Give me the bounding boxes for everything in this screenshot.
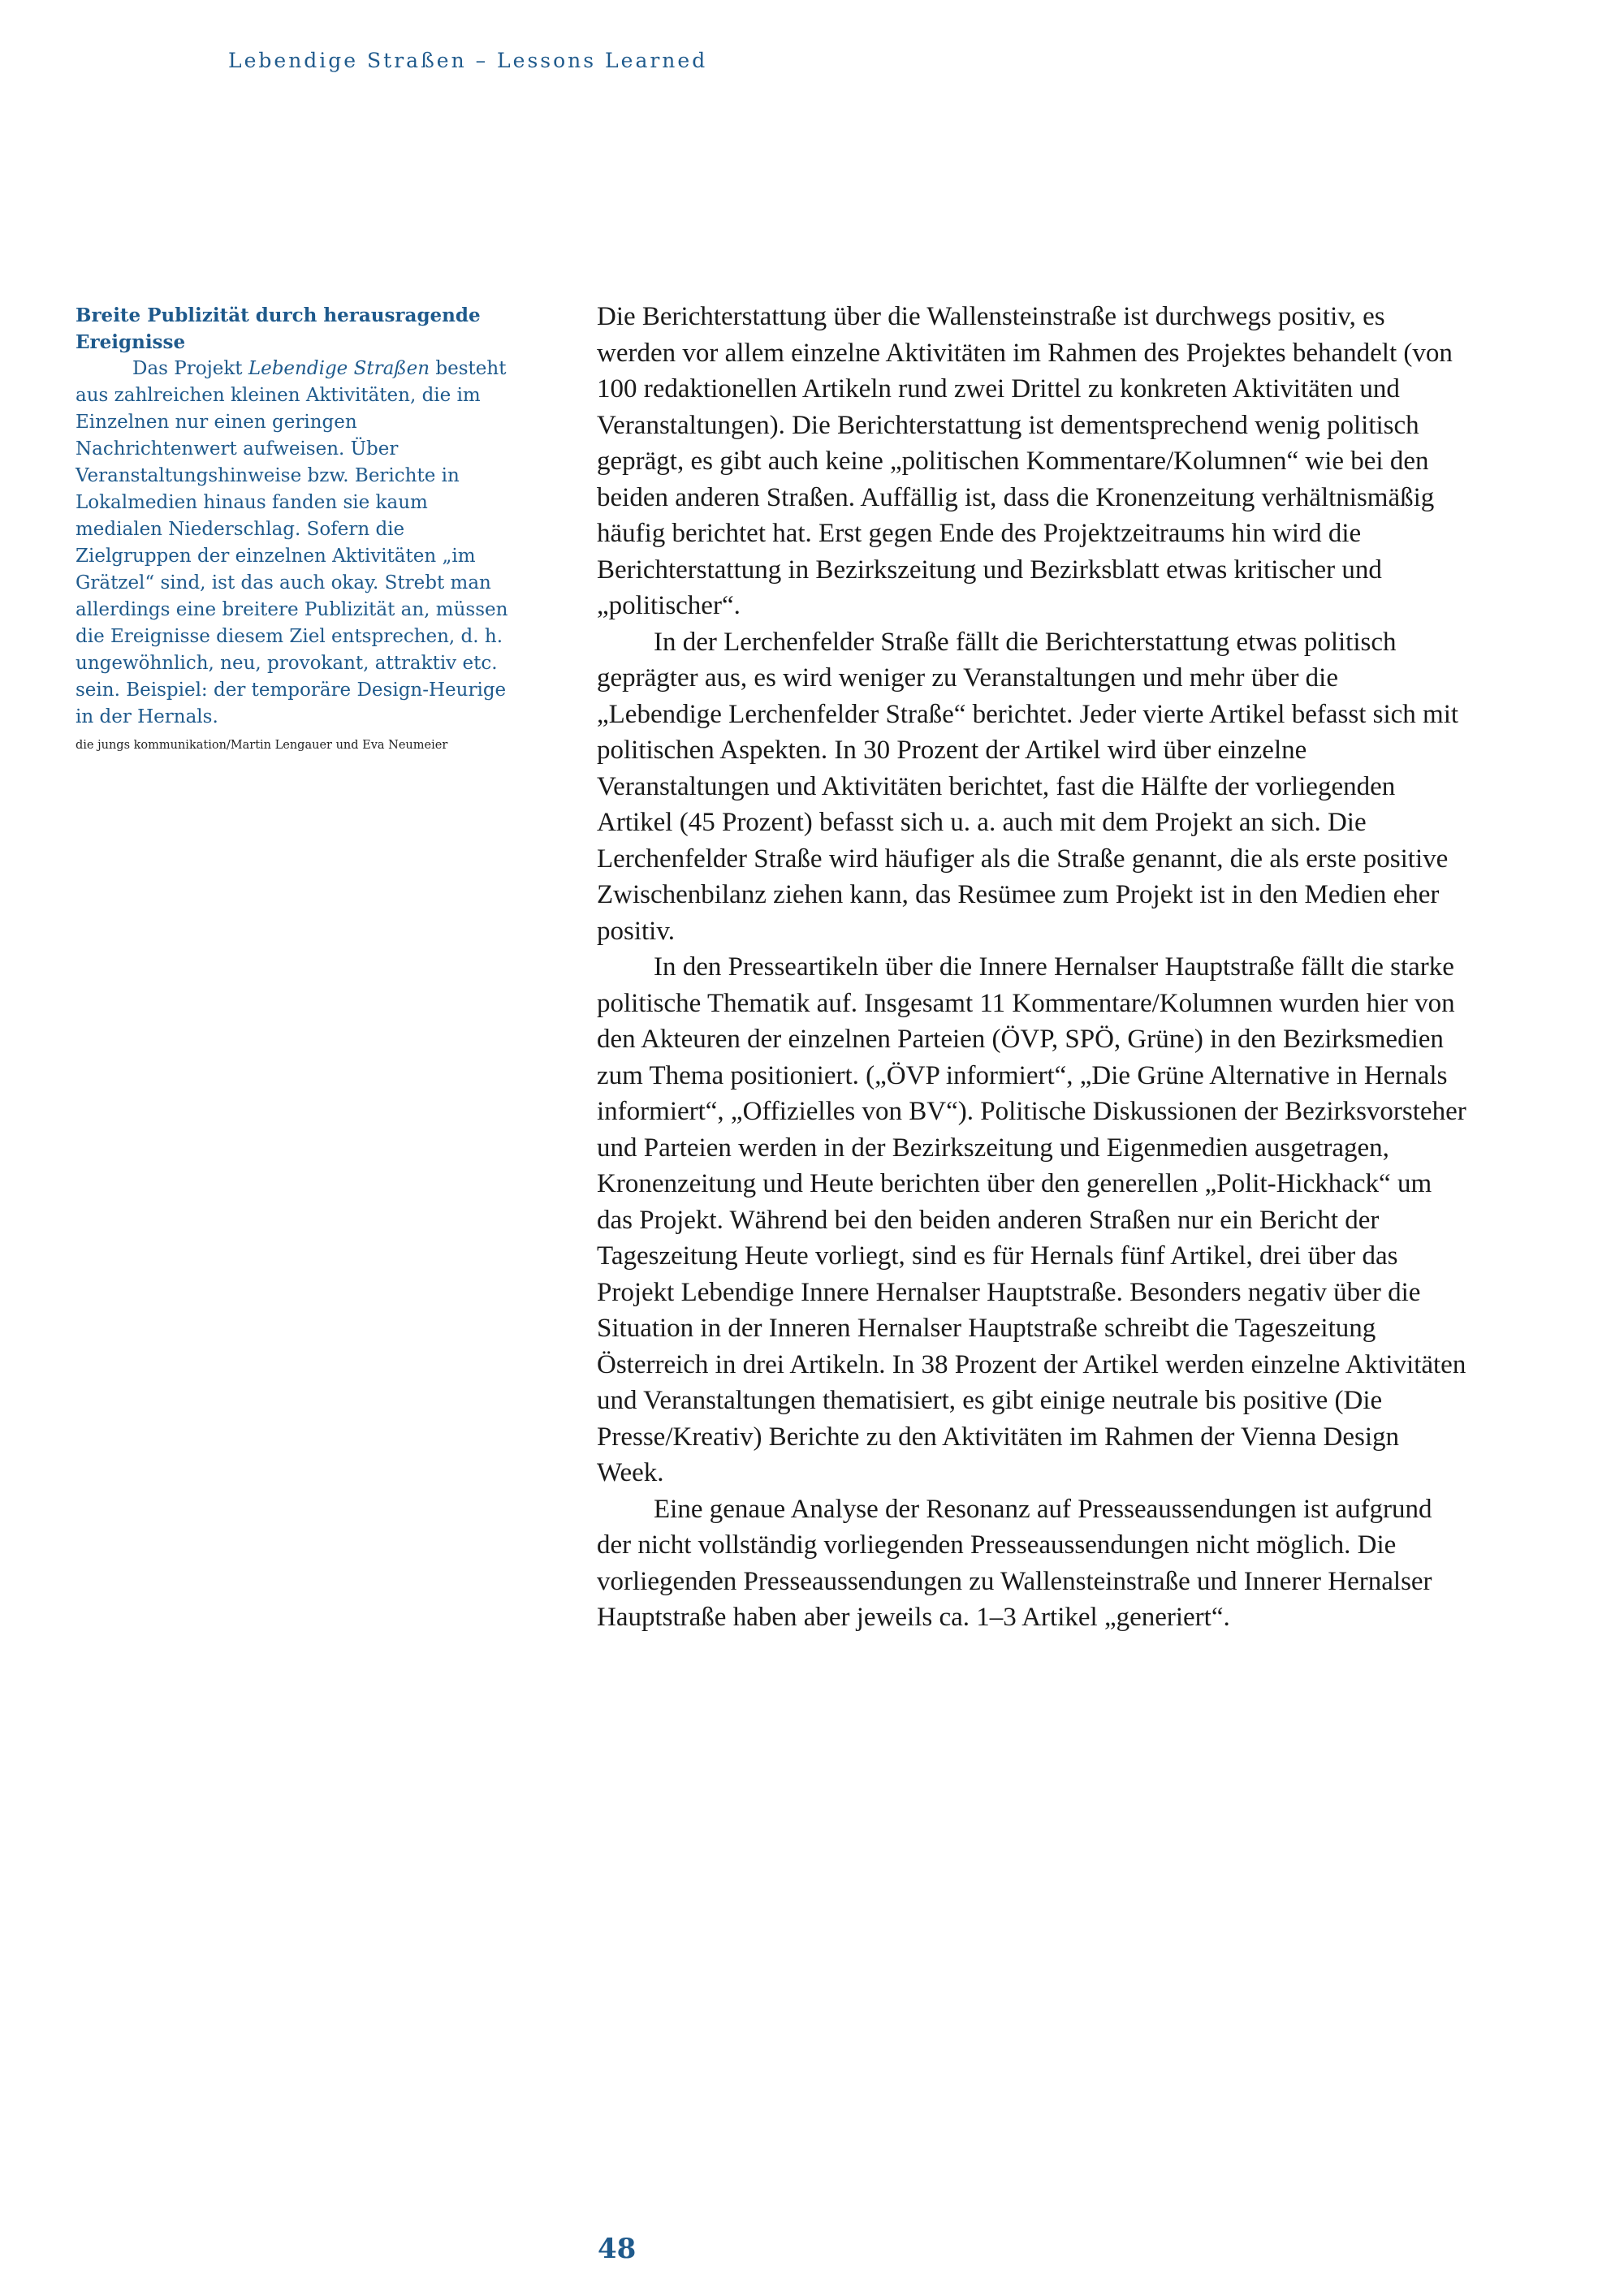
project-name-italic: Lebendige Straßen (248, 358, 430, 379)
sidebar-text-prefix: Das Projekt (132, 358, 248, 379)
page-number: 48 (598, 2233, 637, 2265)
running-header: Lebendige Straßen – Lessons Learned (228, 49, 708, 72)
sidebar-text-rest: besteht aus zahlreichen kleinen Aktivitäten, die im Einzelnen nur einen geringen Nachrichtenwert aufweisen. Über Veranstaltungshinweise bzw. Berichte in Lokalmedien hinaus fanden sie kaum medialen Niederschlag. Sofern die Zielgruppen der einzelnen Aktivitäten „im Grätzel“ sind, ist das auch okay. Strebt man allerdings eine breitere Publizität an, müssen die Ereignisse diesem Ziel entsprechen, d. h. ungewöhnlich, neu, provokant, attraktiv etc. sein. Beispiel: der temporäre Design-Heurige in der Hernals. (76, 358, 508, 727)
paragraph-lerchenfelder-strasse: In der Lerchenfelder Straße fällt die Berichterstattung etwas politisch geprägter aus, es wird weniger zu Veranstaltungen und mehr über die „Lebendige Lerchenfelder Straße“ berichtet. Jeder vierte Artikel befasst sich mit politischen Aspekten. In 30 Prozent der Artikel wird über einzelne Veranstaltungen und Aktivitäten berichtet, fast die Hälfte der vorliegenden Artikel (45 Prozent) befasst sich u. a. auch mit dem Projekt an sich. Die Lerchenfelder Straße wird häufiger als die Straße genannt, die als erste positive Zwischenbilanz ziehen kann, das Resümee zum Projekt ist in den Medien eher positiv. (597, 627, 1459, 946)
sidebar-credit: die jungs kommunikation/Martin Lengauer und Eva Neumeier (76, 739, 448, 752)
paragraph-wallensteinstrasse: Die Berichterstattung über die Wallensteinstraße ist durchwegs positiv, es werden vor allem einzelne Aktivitäten im Rahmen des Projektes behandelt (von 100 redaktionellen Artikeln rund zwei Drittel zu konkreten Aktivitäten und Veranstaltungen). Die Berichterstattung ist dementsprechend wenig politisch geprägt, es gibt auch keine „politischen Kommentare/Kolumnen“ wie bei den beiden anderen Straßen. Auffällig ist, dass die Kronenzeitung verhältnismäßig häufig berichtet hat. Erst gegen Ende des Projektzeitraums hin wird die Berichterstattung in Bezirkszeitung und Bezirksblatt etwas kritischer und „politischer“. (597, 302, 1453, 620)
paragraph-presseaussendungen: Eine genaue Analyse der Resonanz auf Presseaussendungen ist aufgrund der nicht vollständig vorliegenden Presseaussendungen nicht möglich. Die vorliegenden Presseaussendungen zu Wallensteinstraße und Innerer Hernalser Hauptstraße haben aber jeweils ca. 1–3 Artikel „generiert“. (597, 1494, 1432, 1632)
main-text (597, 299, 1470, 1636)
sidebar-text (76, 356, 514, 731)
sidebar-heading: Breite Publizität durch herausragende Ereignisse (76, 304, 481, 353)
paragraph-hernalser-hauptstrasse: In den Presseartikeln über die Innere Hernalser Hauptstraße fällt die starke politische Thematik auf. Insgesamt 11 Kommentare/Kolumnen wurden hier von den Akteuren der einzelnen Parteien (ÖVP, SPÖ, Grüne) in den Bezirksmedien zum Thema positioniert. („ÖVP informiert“, „Die Grüne Alternative in Hernals informiert“, „Offizielles von BV“). Politische Diskussionen der Bezirksvorsteher und Parteien werden in der Bezirkszeitung und Eigenmedien ausgetragen, Kronenzeitung und Heute berichten über den generellen „Polit-Hickhack“ um das Projekt. Während bei den beiden anderen Straßen nur ein Bericht der Tageszeitung Heute vorliegt, sind es für Hernals fünf Artikel, drei über das Projekt Lebendige Innere Hernalser Hauptstraße. Besonders negativ über die Situation in der Inneren Hernalser Hauptstraße schreibt die Tageszeitung Österreich in drei Artikeln. In 38 Prozent der Artikel werden einzelne Aktivitäten und Veranstaltungen thematisiert, es gibt einige neutrale bis positive (Die Presse/Kreativ) Berichte zu den Aktivitäten im Rahmen der Vienna Design Week. (597, 952, 1466, 1487)
sidebar-note (76, 302, 514, 753)
